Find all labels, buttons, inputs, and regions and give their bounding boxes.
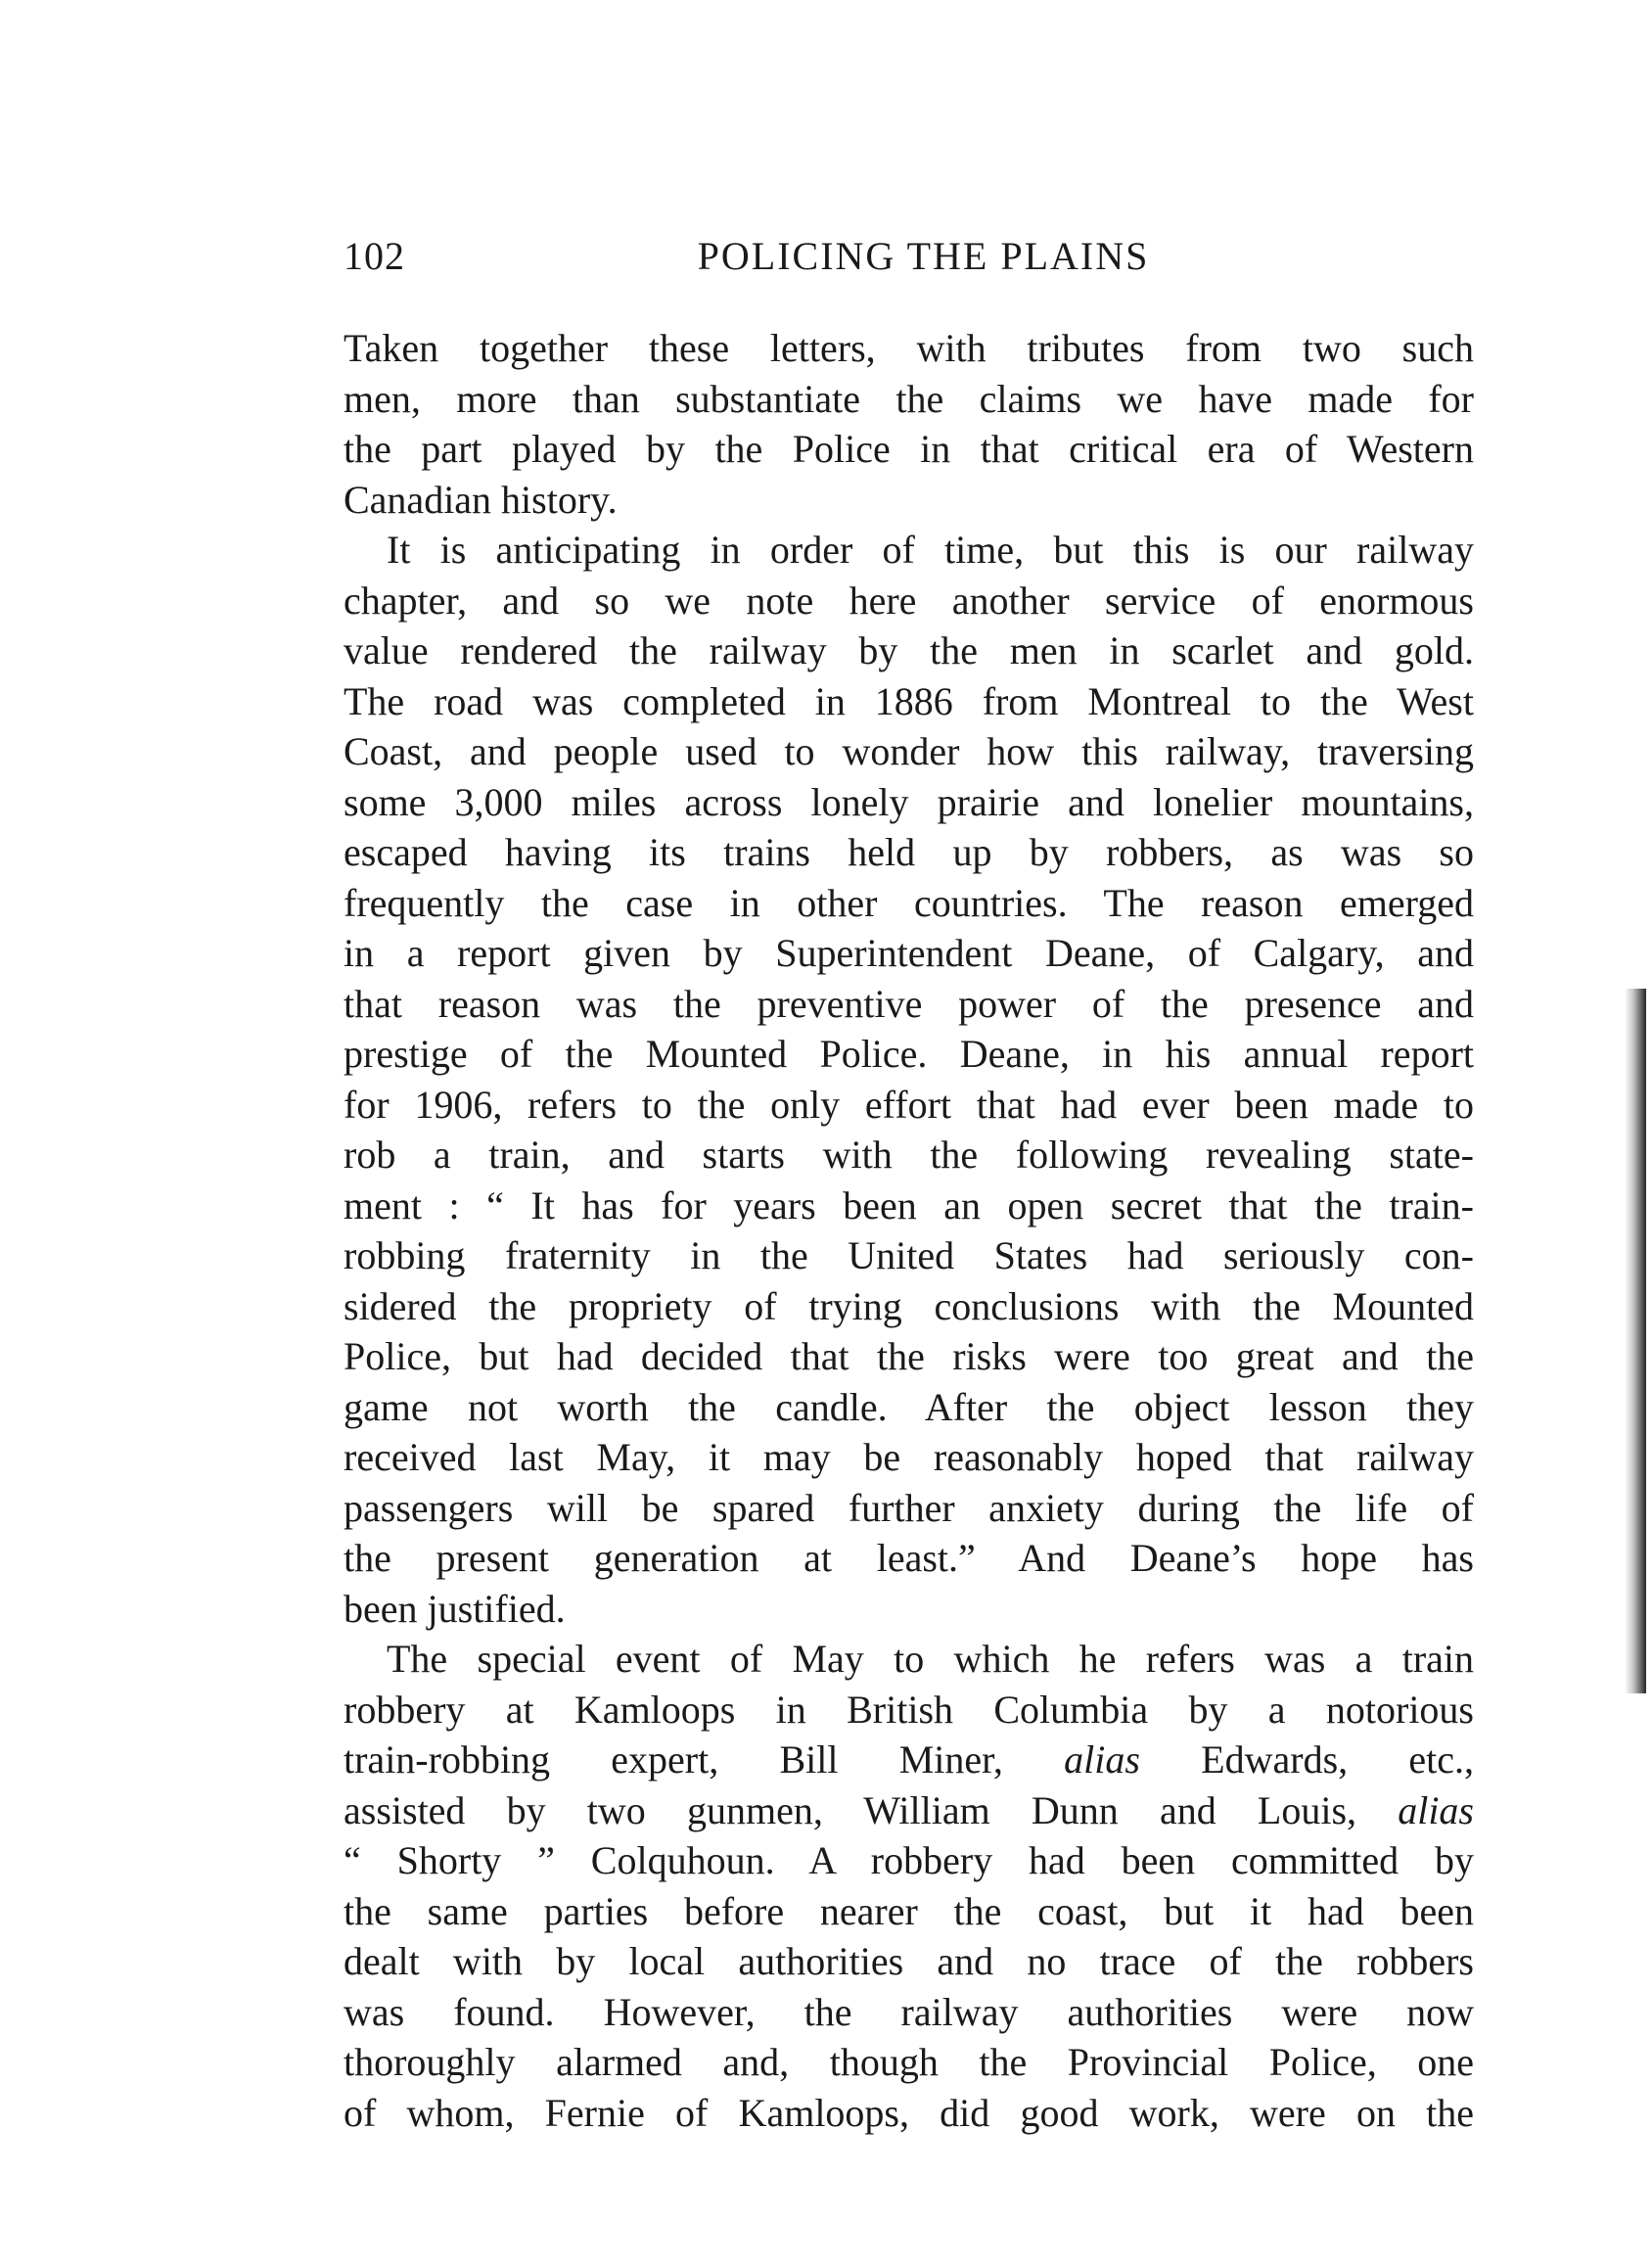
text-line: the same parties before nearer the coast, but it had been (344, 1888, 1474, 1933)
text-line: prestige of the Mounted Police. Deane, in his annual report (344, 1032, 1474, 1076)
text-line: sidered the propriety of trying conclusions with the Mounted (344, 1283, 1474, 1328)
text-line: Taken together these letters, with tributes from two such (344, 326, 1474, 370)
text-line: The special event of May to which he refers was a train (387, 1637, 1474, 1681)
text-line: was found. However, the railway authorities were now (344, 1989, 1474, 2034)
text-line: that reason was the preventive power of the presence and (344, 981, 1474, 1026)
paragraph (344, 1634, 1474, 2138)
text-line: men, more than substantiate the claims we have made for (344, 376, 1474, 421)
text-line: game not worth the candle. After the object lesson they (344, 1384, 1474, 1429)
text-line: dealt with by local authorities and no trace of the robbers (344, 1939, 1474, 1983)
running-head (344, 233, 1474, 292)
text-line: the present generation at least.” And Deane’s hope has (344, 1536, 1474, 1580)
running-title: POLICING THE PLAINS (697, 234, 1150, 278)
text-line: The road was completed in 1886 from Montreal to the West (344, 678, 1474, 723)
text-line: “ Shorty ” Colquhoun. A robbery had been committed by (344, 1838, 1474, 1882)
text-line: in a report given by Superintendent Deane, of Calgary, and (344, 931, 1474, 975)
text-line: Canadian history. (344, 477, 618, 522)
text-line: thoroughly alarmed and, though the Provincial Police, one (344, 2040, 1474, 2084)
text-line: some 3,000 miles across lonely prairie and lonelier mountains, (344, 779, 1474, 824)
text-line: It is anticipating in order of time, but this is our railway (387, 528, 1474, 572)
text-line: value rendered the railway by the men in scarlet and gold. (344, 628, 1474, 672)
text-line: Police, but had decided that the risks were too great and the (344, 1334, 1474, 1378)
text-line: passengers will be spared further anxiety during the life of (344, 1485, 1474, 1530)
paragraph (344, 323, 1474, 525)
text-line: Coast, and people used to wonder how this railway, traversing (344, 729, 1474, 773)
text-line: escaped having its trains held up by robbers, as was so (344, 830, 1474, 874)
text-line: for 1906, refers to the only effort that had ever been made to (344, 1082, 1474, 1127)
text-line: robbing fraternity in the United States had seriously con- (344, 1233, 1474, 1277)
text-line: train-robbing expert, Bill Miner, alias Edwards, etc., (344, 1737, 1474, 1782)
page-number: 102 (344, 234, 405, 278)
text-line: assisted by two gunmen, William Dunn and Louis, alias (344, 1787, 1474, 1832)
body-text (344, 323, 1474, 2138)
text-line: chapter, and so we note here another service of enormous (344, 578, 1474, 623)
text-line: of whom, Fernie of Kamloops, did good work, were on the (344, 2090, 1474, 2135)
text-line: been justified. (344, 1586, 566, 1631)
page-edge-shadow (1625, 989, 1646, 1693)
text-line: received last May, it may be reasonably hoped that railway (344, 1435, 1474, 1479)
text-line: ment : “ It has for years been an open secret that the train- (344, 1182, 1474, 1227)
text-line: frequently the case in other countries. The reason emerged (344, 880, 1474, 925)
paragraph (344, 525, 1474, 1634)
text-line: the part played by the Police in that critical era of Western (344, 427, 1474, 471)
text-line: rob a train, and starts with the following revealing state- (344, 1133, 1474, 1177)
text-line: robbery at Kamloops in British Columbia by a notorious (344, 1687, 1474, 1732)
